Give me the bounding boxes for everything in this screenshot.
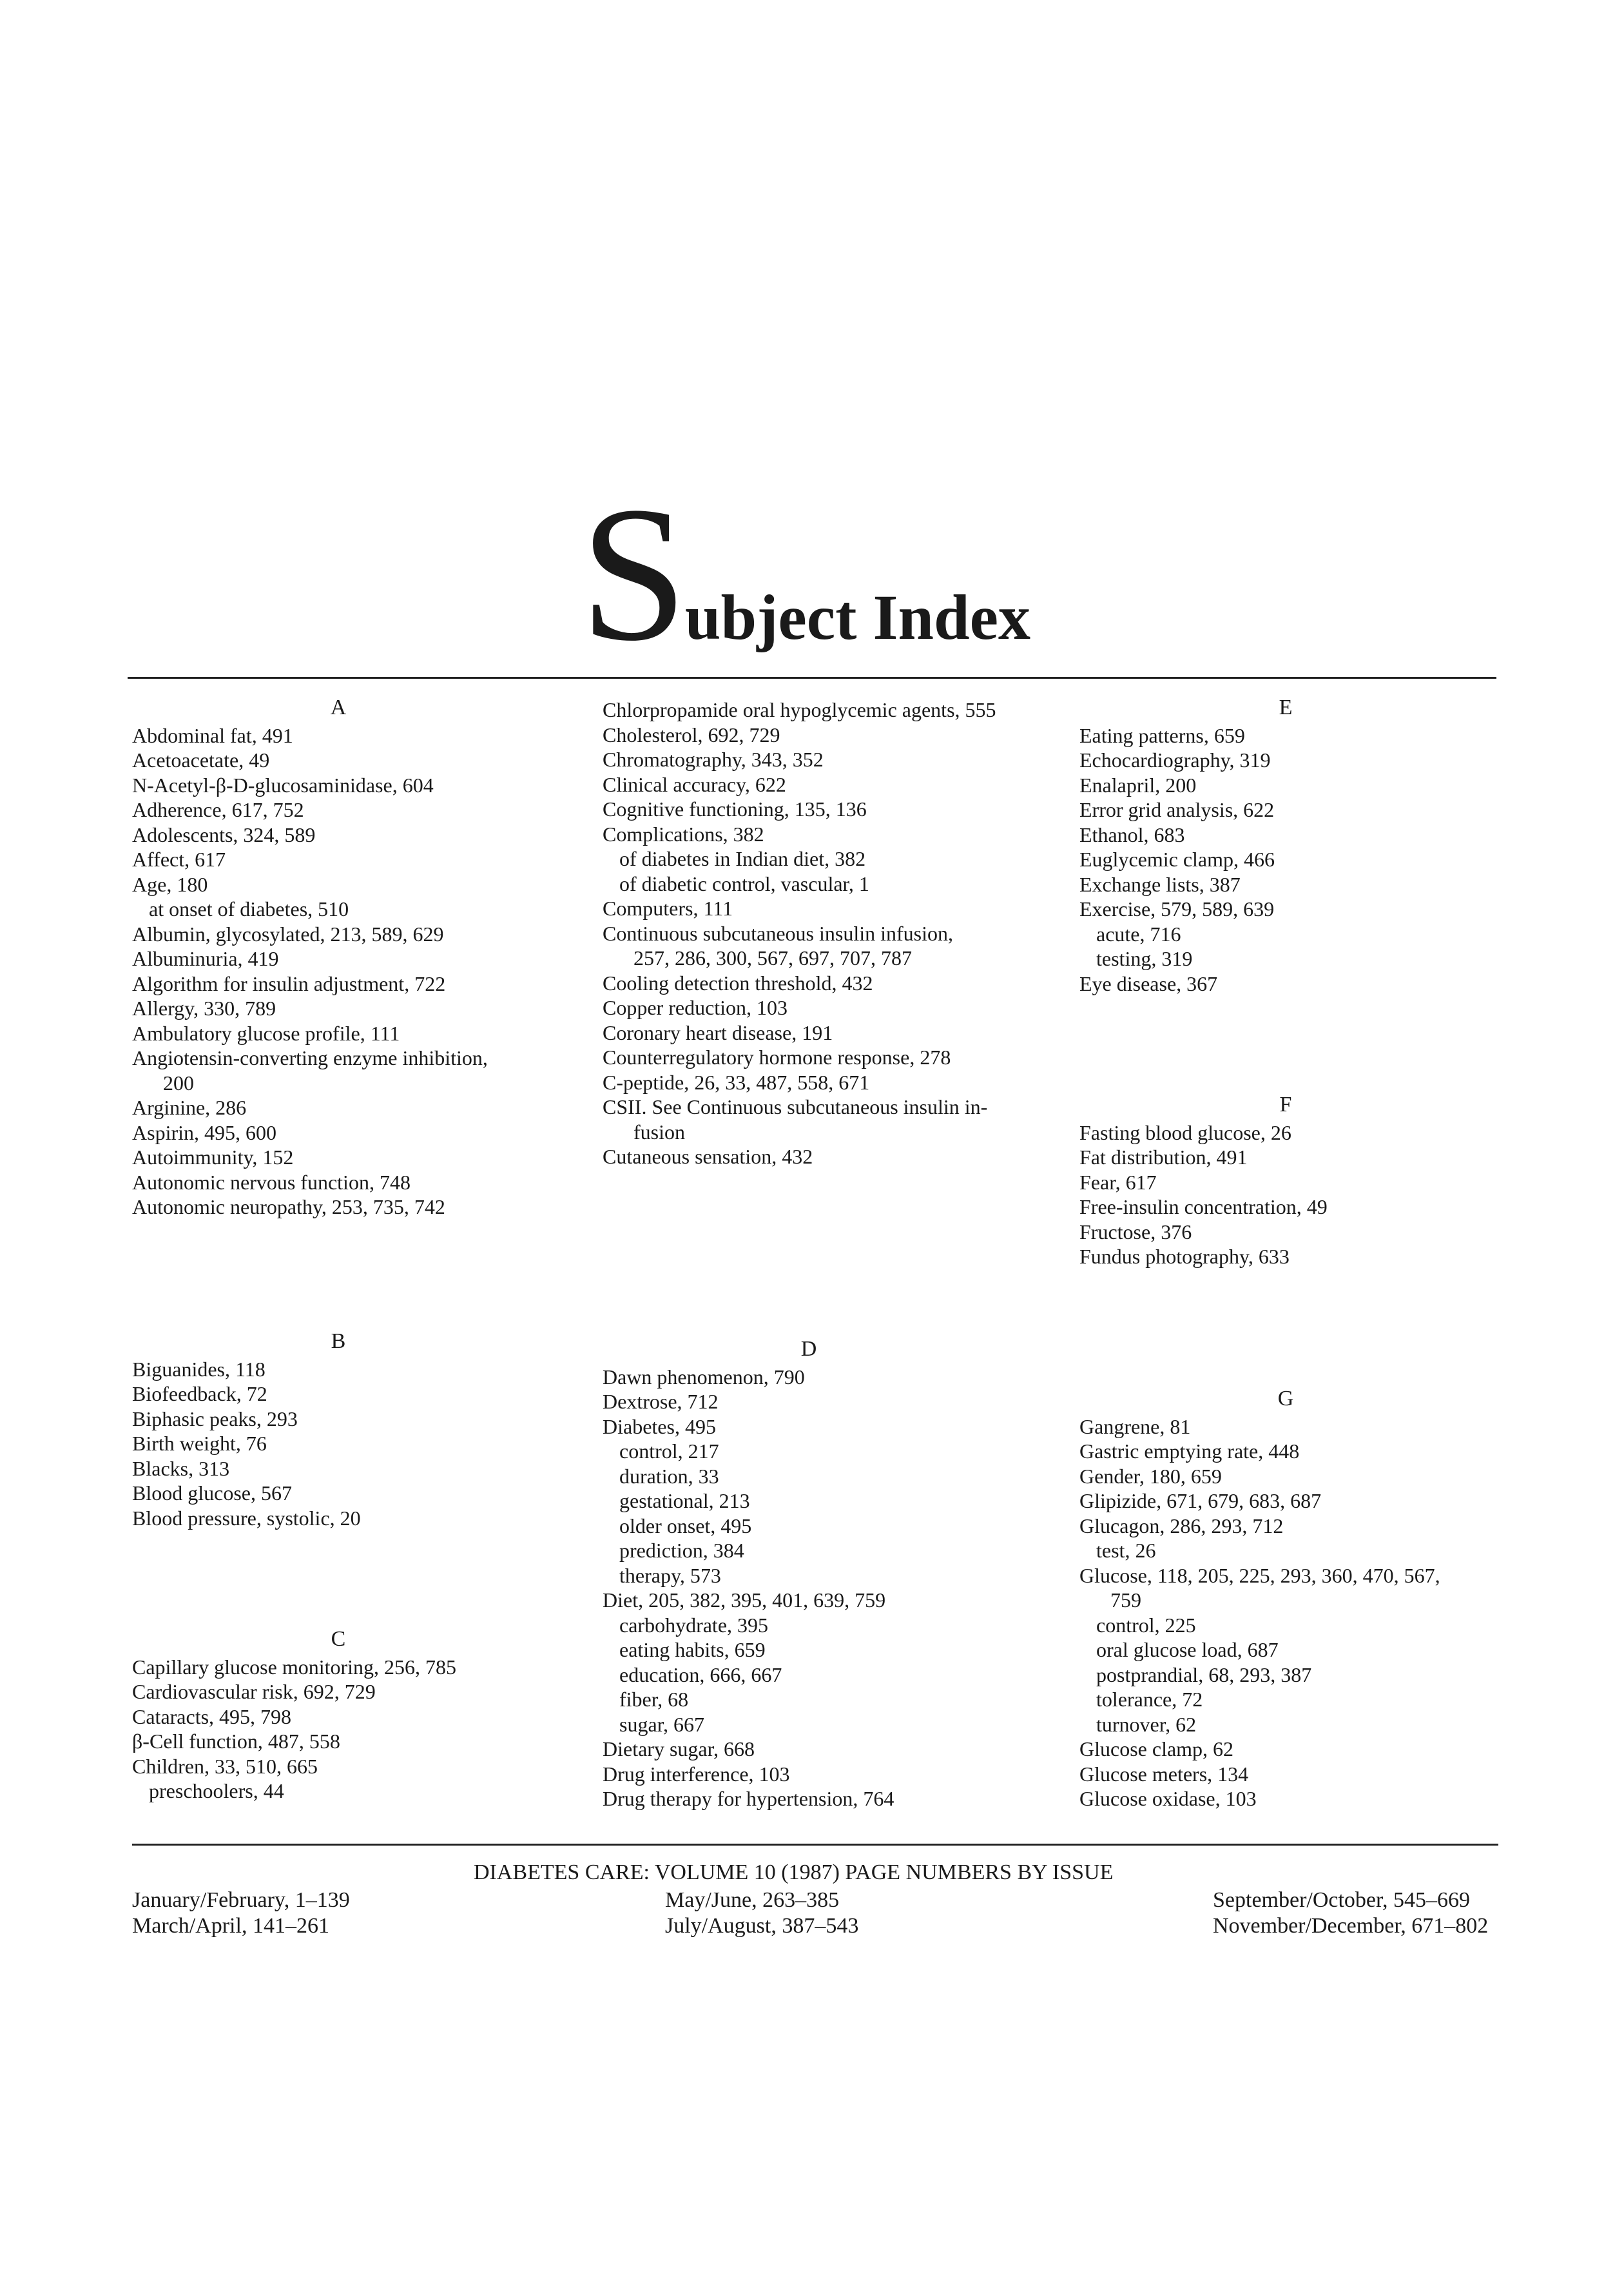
index-entry: Blood glucose, 567 [132, 1481, 292, 1505]
index-subentry: at onset of diabetes, 510 [149, 897, 349, 921]
footer-issue: March/April, 141–261 [132, 1914, 329, 1938]
section-letter: E [1279, 696, 1293, 719]
entry-list [132, 1655, 545, 1804]
index-entry: Children, 33, 510, 665 [132, 1754, 318, 1778]
index-entry: β-Cell function, 487, 558 [132, 1730, 340, 1753]
index-subentry: acute, 716 [1096, 922, 1181, 946]
index-subentry: fusion [633, 1120, 685, 1144]
footer-issue: September/October, 545–669 [1213, 1888, 1470, 1912]
index-section-g [1079, 1387, 1492, 1811]
section-letter: D [800, 1337, 817, 1361]
entry-list [603, 1365, 1015, 1811]
index-subentry: of diabetic control, vascular, 1 [619, 872, 869, 895]
index-entry: Enalapril, 200 [1079, 773, 1197, 797]
index-entry: Fundus photography, 633 [1079, 1245, 1290, 1268]
index-entry: Blacks, 313 [132, 1456, 230, 1480]
index-entry: Aspirin, 495, 600 [132, 1120, 276, 1144]
index-entry: Fear, 617 [1079, 1170, 1157, 1194]
index-section-a [132, 696, 545, 1220]
index-entry: Acetoacetate, 49 [132, 748, 270, 772]
index-entry: Glucose oxidase, 103 [1079, 1787, 1257, 1810]
entry-list [132, 1357, 545, 1531]
index-entry: Chromatography, 343, 352 [603, 748, 824, 771]
bottom-rule [132, 1844, 1498, 1846]
index-entry: Angiotensin-converting enzyme inhibition, [132, 1046, 488, 1069]
index-entry: Counterregulatory hormone response, 278 [603, 1046, 951, 1069]
index-subentry: therapy, 573 [619, 1563, 721, 1587]
index-subentry: prediction, 384 [619, 1539, 744, 1562]
index-entry: N-Acetyl-β-D-glucosaminidase, 604 [132, 773, 434, 797]
index-entry: Fasting blood glucose, 26 [1079, 1120, 1291, 1144]
index-entry: Fat distribution, 491 [1079, 1146, 1248, 1169]
index-section-e [1079, 696, 1492, 996]
index-entry: Cataracts, 495, 798 [132, 1704, 292, 1728]
index-subentry: gestational, 213 [619, 1489, 750, 1512]
footer-issue: November/December, 671–802 [1213, 1914, 1489, 1938]
index-entry: Capillary glucose monitoring, 256, 785 [132, 1655, 457, 1679]
index-entry: Autonomic nervous function, 748 [132, 1170, 411, 1194]
index-subentry: duration, 33 [619, 1464, 719, 1488]
index-entry: Albuminuria, 419 [132, 947, 279, 970]
index-entry: Autonomic neuropathy, 253, 735, 742 [132, 1195, 445, 1218]
index-entry: Glipizide, 671, 679, 683, 687 [1079, 1489, 1322, 1512]
index-entry: Drug interference, 103 [603, 1762, 790, 1786]
index-subentry: turnover, 62 [1096, 1712, 1197, 1736]
index-section-f [1079, 1093, 1492, 1269]
footer-issue: January/February, 1–139 [132, 1888, 350, 1912]
index-section-b [132, 1329, 545, 1530]
index-entry: Affect, 617 [132, 848, 226, 871]
top-rule [128, 677, 1496, 679]
index-entry: Exercise, 579, 589, 639 [1079, 897, 1275, 921]
index-entry: Allergy, 330, 789 [132, 997, 276, 1020]
entry-list [603, 697, 1067, 1169]
index-entry: C-peptide, 26, 33, 487, 558, 671 [603, 1070, 870, 1094]
index-entry: Cooling detection threshold, 432 [603, 971, 873, 995]
index-entry: Dextrose, 712 [603, 1390, 719, 1413]
index-section-d [603, 1337, 1015, 1811]
section-letter: C [331, 1627, 346, 1651]
index-subentry: testing, 319 [1096, 947, 1193, 970]
index-subentry: oral glucose load, 687 [1096, 1638, 1279, 1661]
title-drop-cap: S [580, 467, 688, 681]
index-subentry: preschoolers, 44 [149, 1779, 284, 1802]
index-subentry: postprandial, 68, 293, 387 [1096, 1663, 1312, 1686]
index-subentry: 257, 286, 300, 567, 697, 707, 787 [633, 946, 912, 970]
footer-heading: DIABETES CARE: VOLUME 10 (1987) PAGE NUMBERS BY ISSUE [474, 1860, 1114, 1884]
index-entry: Dawn phenomenon, 790 [603, 1365, 805, 1389]
index-subentry: education, 666, 667 [619, 1663, 782, 1686]
index-entry: Glucose meters, 134 [1079, 1762, 1249, 1786]
entry-list [1079, 1120, 1492, 1269]
index-subentry: control, 225 [1096, 1613, 1196, 1637]
index-entry: Gastric emptying rate, 448 [1079, 1439, 1300, 1463]
section-letter: G [1277, 1387, 1294, 1410]
index-entry: Cognitive functioning, 135, 136 [603, 797, 867, 821]
index-entry: Glucagon, 286, 293, 712 [1079, 1514, 1284, 1537]
index-entry: Copper reduction, 103 [603, 996, 788, 1019]
index-subentry: sugar, 667 [619, 1712, 705, 1736]
index-subentry: carbohydrate, 395 [619, 1613, 769, 1637]
index-entry: Chlorpropamide oral hypoglycemic agents, 555 [603, 698, 996, 721]
index-entry: Autoimmunity, 152 [132, 1146, 294, 1169]
index-subentry: 200 [163, 1071, 194, 1095]
section-letter: B [331, 1329, 346, 1353]
index-entry: CSII. See Continuous subcutaneous insulin in- [603, 1095, 988, 1118]
index-entry: Continuous subcutaneous insulin infusion, [603, 921, 953, 945]
index-subentry: 759 [1110, 1588, 1141, 1612]
section-letter: F [1279, 1093, 1292, 1117]
entry-list [1079, 723, 1492, 997]
index-entry: Cutaneous sensation, 432 [603, 1145, 813, 1168]
entry-list [1079, 1414, 1492, 1811]
index-entry: Echocardiography, 319 [1079, 748, 1271, 772]
index-entry: Cholesterol, 692, 729 [603, 723, 780, 746]
index-entry: Adherence, 617, 752 [132, 798, 304, 821]
index-entry: Blood pressure, systolic, 20 [132, 1506, 361, 1530]
index-entry: Biphasic peaks, 293 [132, 1407, 298, 1430]
index-subentry: of diabetes in Indian diet, 382 [619, 847, 866, 870]
index-entry: Cardiovascular risk, 692, 729 [132, 1680, 376, 1703]
index-entry: Ethanol, 683 [1079, 823, 1185, 846]
section-letter: A [330, 696, 347, 719]
index-entry: Exchange lists, 387 [1079, 872, 1241, 896]
index-entry: Gangrene, 81 [1079, 1414, 1191, 1438]
index-entry: Euglycemic clamp, 466 [1079, 848, 1275, 871]
index-section-c [132, 1627, 545, 1804]
index-entry: Age, 180 [132, 872, 208, 896]
index-entry: Eating patterns, 659 [1079, 723, 1245, 747]
entry-list [132, 723, 545, 1220]
index-entry: Clinical accuracy, 622 [603, 772, 786, 796]
index-entry: Biofeedback, 72 [132, 1382, 267, 1405]
index-entry: Glucose clamp, 62 [1079, 1737, 1234, 1760]
index-entry: Coronary heart disease, 191 [603, 1020, 833, 1044]
index-entry: Ambulatory glucose profile, 111 [132, 1021, 400, 1045]
index-subentry: eating habits, 659 [619, 1638, 766, 1661]
index-entry: Gender, 180, 659 [1079, 1464, 1222, 1488]
index-entry: Adolescents, 324, 589 [132, 823, 316, 846]
footer-issue: July/August, 387–543 [665, 1914, 859, 1938]
index-entry: Eye disease, 367 [1079, 971, 1218, 995]
index-entry: Diabetes, 495 [603, 1414, 716, 1438]
index-entry: Drug therapy for hypertension, 764 [603, 1787, 894, 1810]
index-subentry: fiber, 68 [619, 1688, 689, 1711]
index-entry: Arginine, 286 [132, 1096, 247, 1119]
index-entry: Birth weight, 76 [132, 1432, 267, 1455]
index-entry: Diet, 205, 382, 395, 401, 639, 759 [603, 1588, 886, 1612]
title-text: ubject Index [684, 581, 1030, 653]
index-entry: Error grid analysis, 622 [1079, 798, 1275, 821]
index-section-c-continued [603, 697, 1067, 1169]
index-entry: Glucose, 118, 205, 225, 293, 360, 470, 567, [1079, 1563, 1440, 1587]
index-subentry: test, 26 [1096, 1539, 1156, 1562]
index-entry: Computers, 111 [603, 897, 733, 920]
footer-issue: May/June, 263–385 [665, 1888, 840, 1912]
index-entry: Biguanides, 118 [132, 1357, 266, 1381]
index-subentry: older onset, 495 [619, 1514, 752, 1537]
index-entry: Complications, 382 [603, 822, 764, 846]
index-entry: Dietary sugar, 668 [603, 1737, 755, 1760]
index-entry: Abdominal fat, 491 [132, 723, 293, 747]
index-subentry: tolerance, 72 [1096, 1688, 1203, 1711]
index-entry: Free-insulin concentration, 49 [1079, 1195, 1328, 1218]
page-title [580, 467, 1030, 681]
index-subentry: control, 217 [619, 1439, 719, 1463]
index-entry: Fructose, 376 [1079, 1220, 1192, 1243]
index-entry: Algorithm for insulin adjustment, 722 [132, 971, 446, 995]
index-entry: Albumin, glycosylated, 213, 589, 629 [132, 922, 444, 946]
